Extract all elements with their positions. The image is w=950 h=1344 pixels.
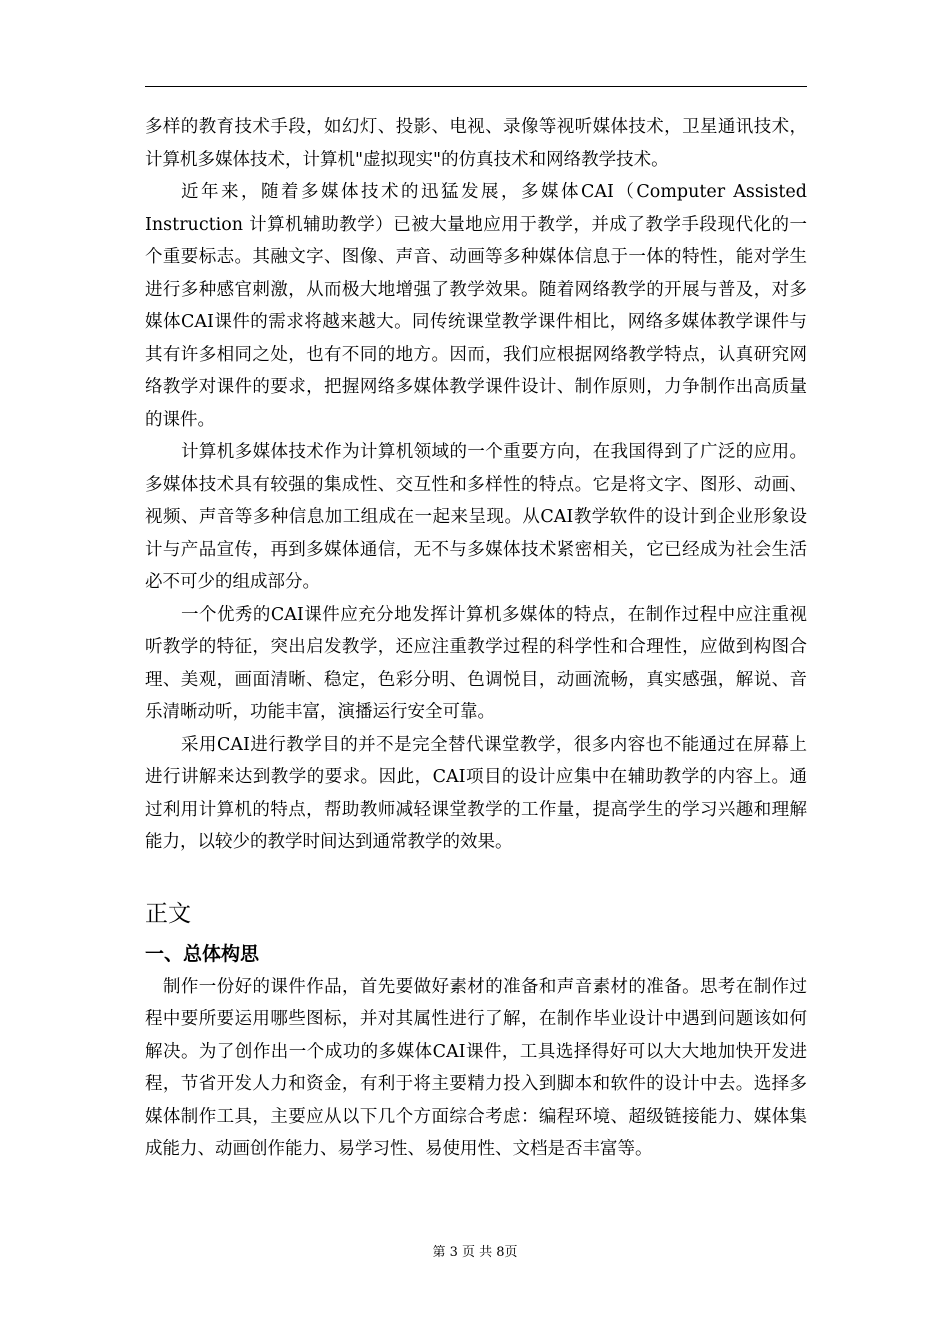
header-rule: [145, 86, 807, 87]
paragraph-overall-concept: 制作一份好的课件作品，首先要做好素材的准备和声音素材的准备。思考在制作过程中要所要运用哪些图标，并对其属性进行了解，在制作毕业设计中遇到问题该如何解决。为了创作出一个成功的多媒体CAI课件，工具选择得好可以大大地加快开发进程，节省开发人力和资金，有利于将主要精力投入到脚本和软件的设计中去。选择多媒体制作工具，主要应从以下几个方面综合考虑：编程环境、超级链接能力、媒体集成能力、动画创作能力、易学习性、易使用性、文档是否丰富等。: [145, 976, 807, 1159]
paragraph-multimedia-technology: 计算机多媒体技术作为计算机领域的一个重要方向，在我国得到了广泛的应用。多媒体技术具有较强的集成性、交互性和多样性的特点。它是将文字、图形、动画、视频、声音等多种信息加工组成在一起来呈现。从CAI教学软件的设计到企业形象设计与产品宣传，再到多媒体通信，无不与多媒体技术紧密相关，它已经成为社会生活必不可少的组成部分。: [145, 442, 807, 592]
section-heading-overall-concept: 一、总体构思: [145, 942, 260, 965]
paragraph-continuation: 多样的教育技术手段，如幻灯、投影、电视、录像等视听媒体技术，卫星通讯技术，计算机多媒体技术，计算机"虚拟现实"的仿真技术和网络教学技术。: [145, 117, 807, 170]
section-heading-main: 正文: [145, 900, 191, 927]
paragraph-multimedia-cai: 近年来，随着多媒体技术的迅猛发展，多媒体CAI（Computer Assisted Instruction 计算机辅助教学）已被大量地应用于教学，并成了教学手段现代化的一个重要标志。其融文字、图像、声音、动画等多种媒体信息于一体的特性，能对学生进行多种感官刺激，从而极大地增强了教学效果。随着网络教学的开展与普及，对多媒体CAI课件的需求将越来越大。同传统课堂教学课件相比，网络多媒体教学课件与其有许多相同之处，也有不同的地方。因而，我们应根据网络教学特点，认真研究网络教学对课件的要求，把握网络多媒体教学课件设计、制作原则，力争制作出高质量的课件。: [145, 182, 807, 430]
paragraph-cai-purpose: 采用CAI进行教学目的并不是完全替代课堂教学，很多内容也不能通过在屏幕上进行讲解来达到教学的要求。因此，CAI项目的设计应集中在辅助教学的内容上。通过利用计算机的特点，帮助教师减轻课堂教学的工作量，提高学生的学习兴趣和理解能力，以较少的教学时间达到通常教学的效果。: [145, 734, 807, 852]
document-body: [145, 111, 807, 1166]
page-footer: 第 3 页 共 8页: [432, 1245, 518, 1260]
paragraph-excellent-courseware: 一个优秀的CAI课件应充分地发挥计算机多媒体的特点，在制作过程中应注重视听教学的特征，突出启发教学，还应注重教学过程的科学性和合理性，应做到构图合理、美观，画面清晰、稳定，色彩分明、色调悦目，动画流畅，真实感强，解说、音乐清晰动听，功能丰富，演播运行安全可靠。: [145, 604, 807, 722]
